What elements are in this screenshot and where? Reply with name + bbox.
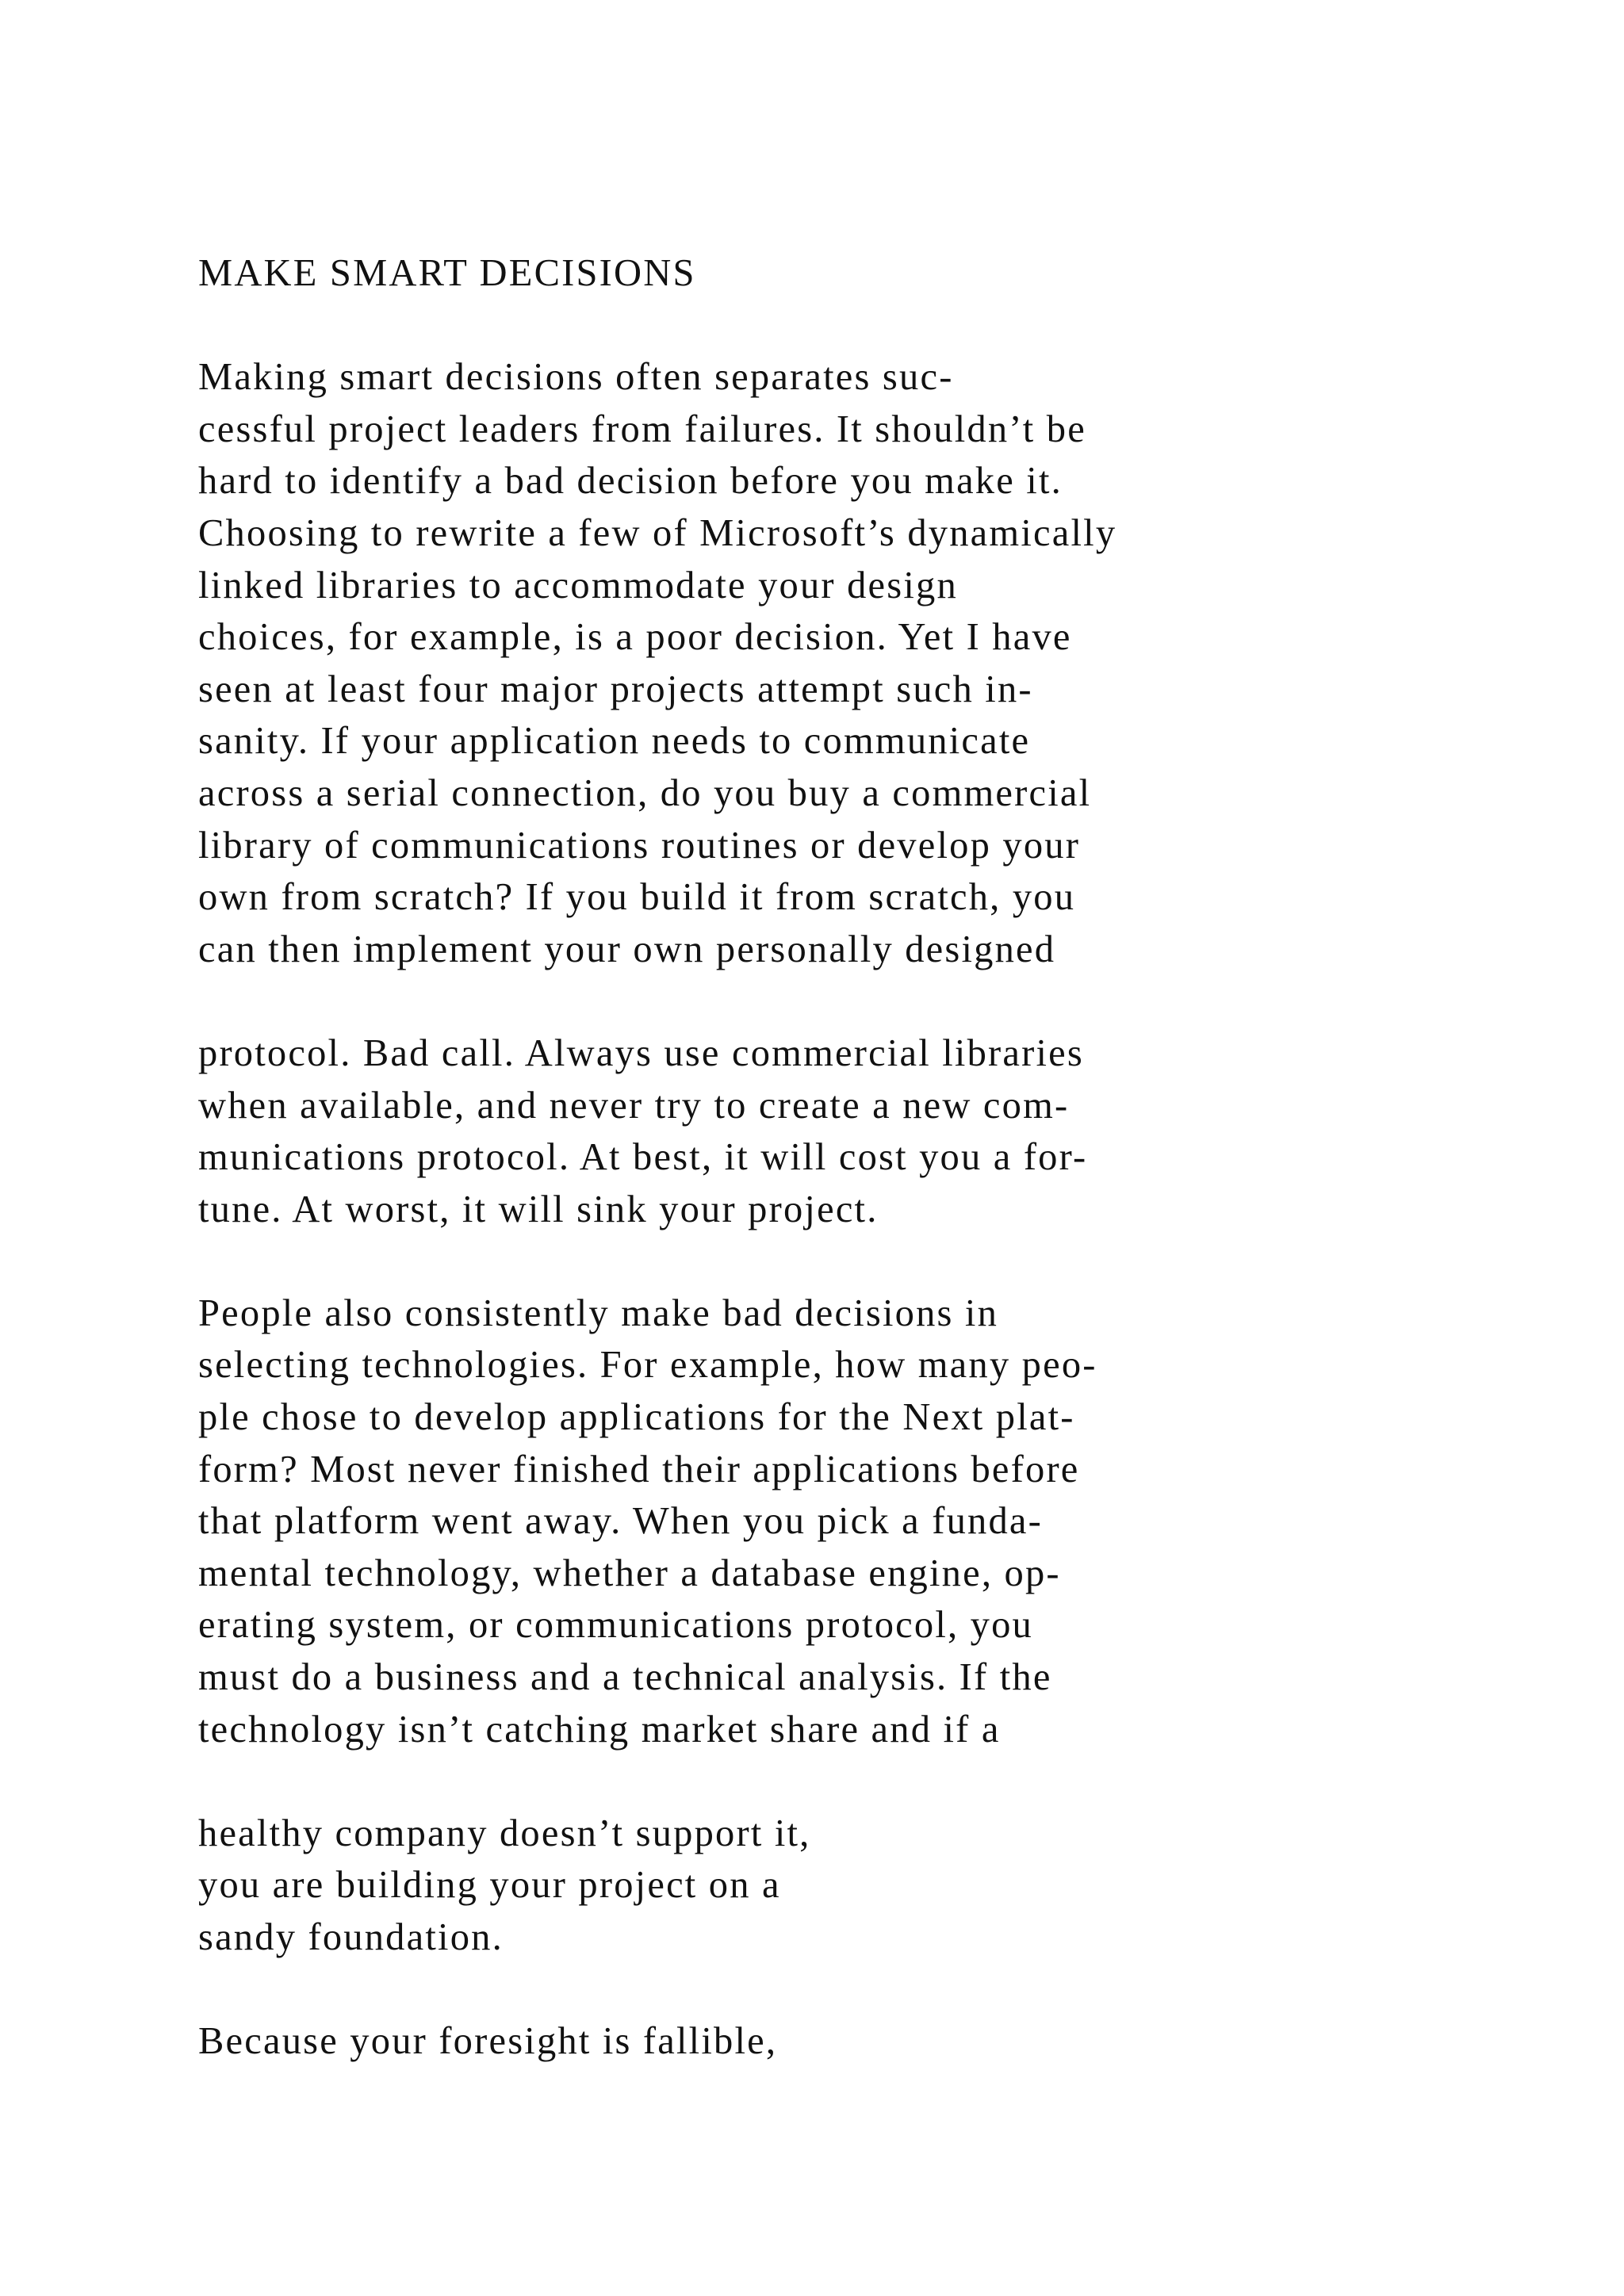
document-heading: MAKE SMART DECISIONS xyxy=(198,252,696,294)
paragraph-line: cessful project leaders from failures. It shouldn’t be xyxy=(198,408,1086,450)
paragraph-gap xyxy=(198,300,1546,352)
paragraph-line: protocol. Bad call. Always use commercial libraries xyxy=(198,1031,1084,1074)
paragraph-line: can then implement your own personally designed xyxy=(198,928,1056,970)
paragraph-5 xyxy=(198,2015,1546,2068)
paragraph-line: Choosing to rewrite a few of Microsoft’s dynamically xyxy=(198,511,1117,554)
paragraph-gap xyxy=(198,1755,1546,1808)
paragraph-4 xyxy=(198,1808,1546,1964)
paragraph-line: sanity. If your application needs to communicate xyxy=(198,720,1031,763)
paragraph-line: mental technology, whether a database engine, op- xyxy=(198,1552,1061,1594)
document-body xyxy=(198,247,1546,2068)
paragraph-line: must do a business and a technical analysis. If the xyxy=(198,1656,1052,1699)
paragraph-line: hard to identify a bad decision before you make it. xyxy=(198,460,1063,503)
paragraph-gap xyxy=(198,1964,1546,2016)
paragraph-line: own from scratch? If you build it from scratch, you xyxy=(198,876,1076,919)
paragraph-line: form? Most never finished their applications before xyxy=(198,1448,1080,1490)
paragraph-line: that platform went away. When you pick a funda- xyxy=(198,1500,1043,1543)
paragraph-line: munications protocol. At best, it will cost you a for- xyxy=(198,1136,1088,1179)
paragraph-line: you are building your project on a xyxy=(198,1864,781,1907)
paragraph-line: linked libraries to accommodate your design xyxy=(198,564,958,607)
paragraph-line: erating system, or communications protocol, you xyxy=(198,1604,1034,1647)
paragraph-line: when available, and never try to create a new com- xyxy=(198,1084,1070,1127)
paragraph-line: Because your foresight is fallible, xyxy=(198,2020,778,2063)
paragraph-line: across a serial connection, do you buy a commercial xyxy=(198,771,1092,814)
paragraph-line: library of communications routines or develop your xyxy=(198,824,1081,867)
paragraph-line: People also consistently make bad decisions in xyxy=(198,1292,999,1334)
paragraph-line: choices, for example, is a poor decision. Yet I have xyxy=(198,616,1072,659)
paragraph-3 xyxy=(198,1288,1546,1755)
paragraph-gap xyxy=(198,1235,1546,1288)
paragraph-line: healthy company doesn’t support it, xyxy=(198,1812,811,1854)
paragraph-1 xyxy=(198,351,1546,975)
paragraph-line: sandy foundation. xyxy=(198,1916,504,1958)
paragraph-line: Making smart decisions often separates suc- xyxy=(198,356,954,399)
paragraph-line: seen at least four major projects attempt such in- xyxy=(198,668,1033,710)
paragraph-gap xyxy=(198,975,1546,1027)
paragraph-2 xyxy=(198,1027,1546,1235)
paragraph-line: technology isn’t catching market share and if a xyxy=(198,1708,1001,1751)
paragraph-line: selecting technologies. For example, how many peo- xyxy=(198,1344,1097,1387)
paragraph-line: ple chose to develop applications for the Next plat- xyxy=(198,1396,1075,1439)
paragraph-line: tune. At worst, it will sink your project. xyxy=(198,1188,879,1230)
